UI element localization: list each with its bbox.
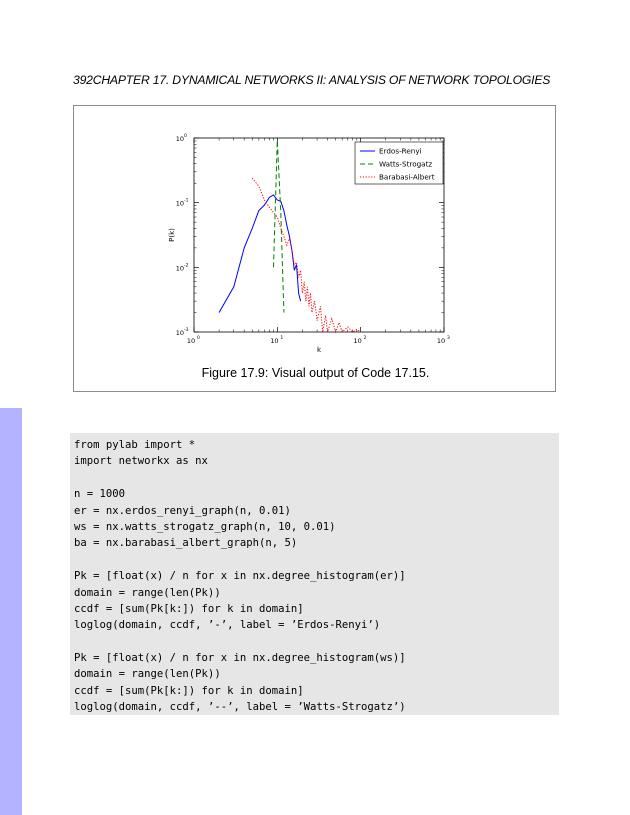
code-line: ba = nx.barabasi_albert_graph(n, 5) [74,537,298,550]
x-tick-label: 10 [353,337,362,345]
x-tick-label-exponent: 2 [363,336,367,341]
x-tick-label: 10 [436,337,446,345]
code-line: loglog(domain, ccdf, ’-’, label = ’Erdos-Renyi’) [74,619,381,632]
x-tick-label-exponent: 0 [197,336,200,341]
y-tick-label: 10 [175,135,184,143]
code-line: ccdf = [sum(Pk[k:]) for k in domain] [74,684,304,697]
code-line [74,470,559,486]
figure-frame [73,105,556,392]
x-tick-label: 10 [270,337,279,345]
y-axis-label: P(k) [168,228,176,242]
code-line: domain = range(len(Pk)) [74,668,221,681]
figure-caption: Figure 17.9: Visual output of Code 17.15. [201,366,430,380]
y-tick-label: 10 [175,264,184,273]
code-line [74,552,559,568]
code-line: n = 1000 [74,488,126,501]
code-line [74,634,559,650]
margin-color-bar [0,408,22,815]
legend-entry: Erdos-Renyi [379,146,422,156]
legend-entry: Barabasi-Albert [379,172,435,182]
code-line: ccdf = [sum(Pk[k:]) for k in domain] [74,602,304,615]
running-header: 392CHAPTER 17. DYNAMICAL NETWORKS II: ANALYSIS OF NETWORK TOPOLOGIES [73,73,551,87]
code-line: from pylab import * [74,439,196,451]
code-line: Pk = [float(x) / n for x in nx.degree_histogram(ws)] [74,652,406,665]
code-line: domain = range(len(Pk)) [74,586,221,599]
y-tick-label: 10 [175,199,184,208]
y-tick-label-exponent: -1 [184,198,189,204]
x-tick-label: 10 [186,337,196,345]
y-tick-label-exponent: -3 [184,328,189,333]
x-tick-label-exponent: 1 [280,336,284,341]
code-line: import networkx as nx [74,455,208,468]
code-line: loglog(domain, ccdf, ’--’, label = ’Watts-Strogatz’) [74,701,406,714]
x-axis-label: k [316,346,322,354]
code-line: er = nx.erdos_renyi_graph(n, 0.01) [74,504,291,517]
y-tick-label: 10 [175,329,184,337]
y-tick-label-exponent: -2 [184,263,189,269]
legend-entry: Watts-Strogatz [379,159,433,169]
y-tick-label-exponent: 0 [184,134,187,139]
code-line: ws = nx.watts_strogatz_graph(n, 10, 0.01) [74,520,336,533]
code-listing [70,433,559,715]
code-line: Pk = [float(x) / n for x in nx.degree_histogram(er)] [74,570,406,583]
degree-distribution-chart [74,106,557,356]
x-tick-label-exponent: 3 [447,336,450,341]
